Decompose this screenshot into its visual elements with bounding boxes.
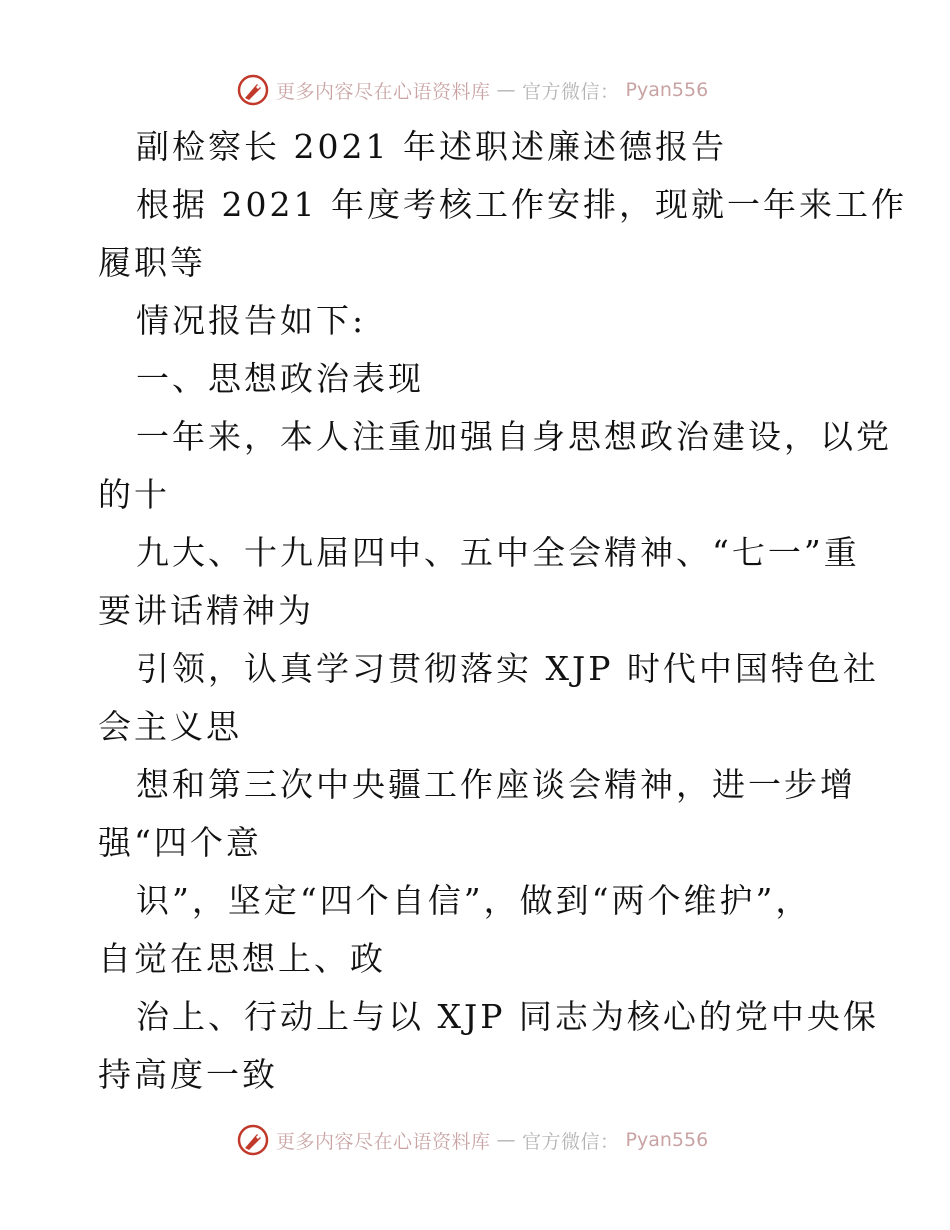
header-watermark [236, 72, 708, 108]
text-line: 强“四个意 [98, 823, 262, 862]
text-line: 持高度一致 [98, 1055, 278, 1094]
pen-nib-circle-icon [236, 1123, 270, 1157]
text-line: 会主义思 [98, 707, 242, 746]
document-body [98, 118, 907, 1104]
watermark-sub-text: 官方微信： [522, 80, 620, 103]
text-line: 九大、十九届四中、五中全会精神、“七一”重 [136, 533, 860, 572]
watermark-separator: — [496, 1129, 517, 1151]
text-line: 自觉在思想上、政 [98, 939, 386, 978]
text-line: 的十 [98, 475, 170, 514]
watermark-sub-text: 官方微信： [522, 1130, 620, 1153]
text-line: 情况报告如下: [136, 301, 367, 340]
watermark-main-text: 更多内容尽在心语资料库 [276, 80, 491, 103]
footer-watermark [236, 1122, 708, 1158]
text-line: 想和第三次中央疆工作座谈会精神，进一步增 [136, 765, 856, 804]
text-line: 根据 2021 年度考核工作安排，现就一年来工作 [136, 185, 907, 224]
watermark-wechat-id: Pyan556 [625, 1129, 709, 1151]
text-line: 要讲话精神为 [98, 591, 314, 630]
text-line: 识”，坚定“四个自信”，做到“两个维护”， [136, 881, 812, 920]
watermark-main-text: 更多内容尽在心语资料库 [276, 1130, 491, 1153]
document-title: 副检察长 2021 年述职述廉述德报告 [136, 127, 727, 166]
text-line: 履职等 [98, 243, 206, 282]
text-line: 引领，认真学习贯彻落实 XJP 时代中国特色社 [136, 649, 879, 688]
watermark-separator: — [496, 79, 517, 101]
pen-nib-circle-icon [236, 73, 270, 107]
watermark-wechat-id: Pyan556 [625, 79, 709, 101]
section-heading: 一、思想政治表现 [136, 359, 424, 398]
text-line: 一年来，本人注重加强自身思想政治建设，以党 [136, 417, 892, 456]
text-line: 治上、行动上与以 XJP 同志为核心的党中央保 [136, 997, 879, 1036]
